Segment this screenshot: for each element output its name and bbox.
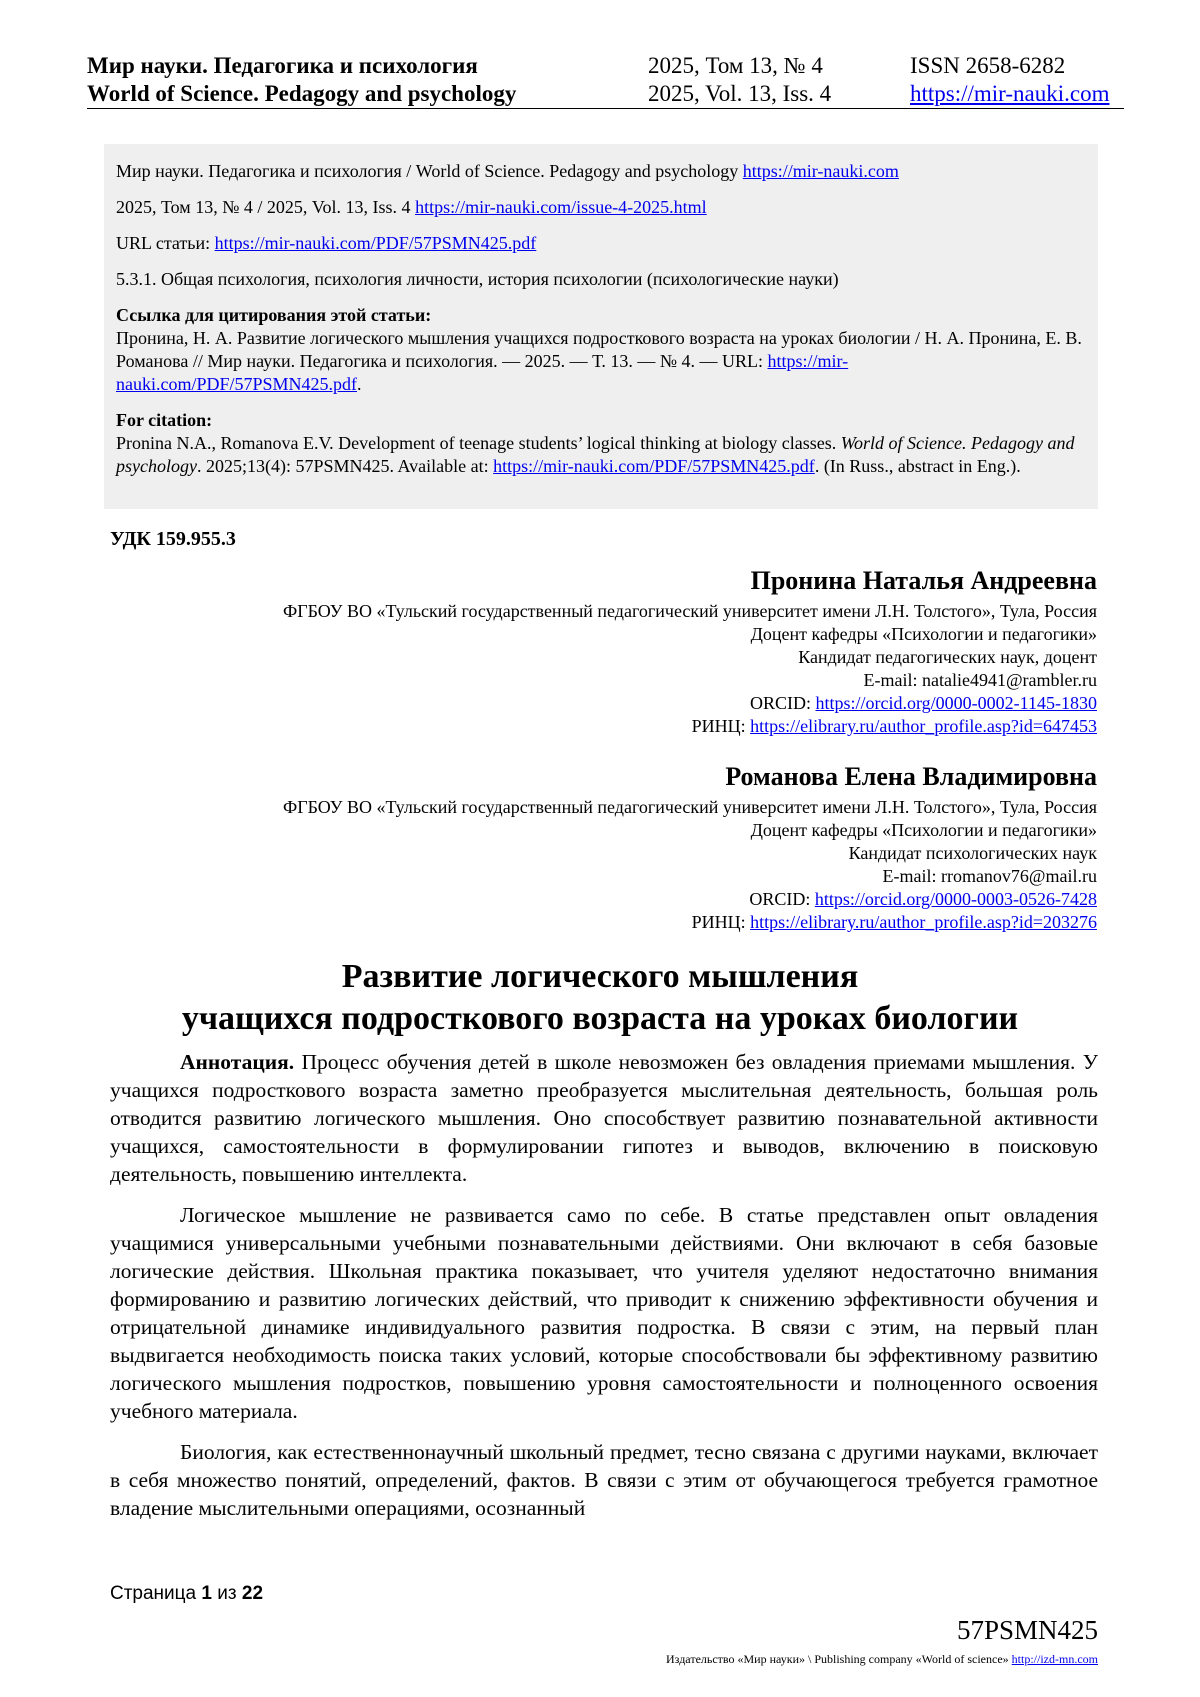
- author-rinc: РИНЦ: https://elibrary.ru/author_profile.asp?id=203276: [691, 912, 1097, 932]
- author-orcid: ORCID: https://orcid.org/0000-0002-1145-1830: [750, 693, 1097, 713]
- rinc-link[interactable]: https://elibrary.ru/author_profile.asp?id=203276: [750, 912, 1097, 932]
- publisher-link[interactable]: http://izd-mn.com: [1011, 1652, 1098, 1666]
- publisher-line: Издательство «Мир науки» \ Publishing company «World of science» http://izd-mn.com: [666, 1652, 1098, 1666]
- article-pdf-link[interactable]: https://mir-nauki.com/PDF/57PSMN425.pdf: [214, 233, 537, 253]
- info-specialty: 5.3.1. Общая психология, психология личности, история психологии (психологические науки): [116, 269, 839, 289]
- citation-en-link[interactable]: https://mir-nauki.com/PDF/57PSMN425.pdf: [493, 456, 815, 476]
- citation-en: Pronina N.A., Romanova E.V. Development of teenage students’ logical thinking at biology classes. World of Science. Pedagogy and psychology. 2025;13(4): 57PSMN425. Available at: https://mir-nauki.com/PDF/57PSMN425.pdf. (In Russ., abstract in Eng.).: [116, 433, 1075, 476]
- issue-ru: 2025, Том 13, № 4: [648, 53, 823, 78]
- site-link[interactable]: https://mir-nauki.com: [910, 81, 1110, 106]
- journal-link[interactable]: https://mir-nauki.com: [742, 161, 899, 181]
- article-title: [100, 956, 1100, 1040]
- journal-header: [87, 52, 1124, 109]
- author-orcid: ORCID: https://orcid.org/0000-0003-0526-7428: [749, 889, 1097, 909]
- orcid-link[interactable]: https://orcid.org/0000-0003-0526-7428: [814, 889, 1097, 909]
- orcid-link[interactable]: https://orcid.org/0000-0002-1145-1830: [815, 693, 1097, 713]
- journal-title-en: World of Science. Pedagogy and psychology: [87, 81, 517, 106]
- author-degree: Кандидат педагогических наук, доцент: [798, 647, 1097, 667]
- citation-ru-link[interactable]: https://mir-nauki.com/PDF/57PSMN425.pdf: [116, 351, 849, 394]
- abstract-paragraph-1: Аннотация. Процесс обучения детей в школе невозможен без овладения приемами мышления. У учащихся подросткового возраста заметно преобразуется мыслительная деятельность, большая роль отводится развитию логического мышления. Оно способствует развитию познавательной активности учащихся, самостоятельности в формулировании гипотез и выводов, включению в поисковую деятельность, повышению интеллекта.: [110, 1050, 1098, 1186]
- author-name: Романова Елена Владимировна: [725, 762, 1097, 791]
- abstract: [110, 1048, 1098, 1535]
- udk-code: УДК 159.955.3: [110, 528, 236, 550]
- author-block: [283, 564, 1097, 738]
- citation-ru-label: Ссылка для цитирования этой статьи:: [116, 305, 432, 325]
- author-position: Доцент кафедры «Психологии и педагогики»: [750, 820, 1097, 840]
- citation-ru: Пронина, Н. А. Развитие логического мышления учащихся подросткового возраста на уроках биологии / Н. А. Пронина, Е. В. Романова // Мир науки. Педагогика и психология. — 2025. — Т. 13. — № 4. — URL: https://mir-nauki.com/PDF/57PSMN425.pdf.: [116, 328, 1082, 394]
- info-issue-line: 2025, Том 13, № 4 / 2025, Vol. 13, Iss. 4 https://mir-nauki.com/issue-4-2025.html: [116, 197, 707, 217]
- author-degree: Кандидат психологических наук: [848, 843, 1097, 863]
- info-url-line: URL статьи: https://mir-nauki.com/PDF/57PSMN425.pdf: [116, 233, 537, 253]
- author-affiliation: ФГБОУ ВО «Тульский государственный педагогический университет имени Л.Н. Толстого», Тула, Россия: [282, 797, 1097, 817]
- article-code: 57PSMN425: [956, 1615, 1098, 1645]
- journal-title-ru: Мир науки. Педагогика и психология: [87, 53, 478, 78]
- abstract-label: Аннотация.: [180, 1050, 295, 1074]
- info-journal-line: Мир науки. Педагогика и психология / World of Science. Pedagogy and psychology https://mir-nauki.com: [116, 161, 899, 181]
- article-info-box: [104, 144, 1098, 509]
- title-line-2: учащихся подросткового возраста на уроках биологии: [181, 1000, 1019, 1037]
- abstract-paragraph-2: Логическое мышление не развивается само по себе. В статье представлен опыт овладения учащимися универсальными учебными познавательными действиями. Они включают в себя базовые логические действия. Школьная практика показывает, что учителя уделяют недостаточно внимания формированию и развитию логических действий, что приводит к снижению эффективности обучения и отрицательной динамике индивидуального развития подростка. В связи с этим, на первый план выдвигается необходимость поиска таких условий, которые способствовали бы эффективному развитию логического мышления подростков, повышению уровня самостоятельности и полноценного освоения учебного материала.: [110, 1203, 1098, 1423]
- citation-en-label: For citation:: [116, 410, 213, 430]
- abstract-paragraph-3: Биология, как естественнонаучный школьный предмет, тесно связана с другими науками, включает в себя множество понятий, определений, фактов. В связи с этим от обучающегося требуется грамотное владение мыслительными операциями, осознанный: [110, 1440, 1098, 1520]
- page-number: Страница 1 из 22: [110, 1583, 264, 1604]
- issue-en: 2025, Vol. 13, Iss. 4: [648, 81, 832, 106]
- author-email: E-mail: rromanov76@mail.ru: [882, 866, 1097, 886]
- author-position: Доцент кафедры «Психологии и педагогики»: [750, 624, 1097, 644]
- rinc-link[interactable]: https://elibrary.ru/author_profile.asp?id=647453: [750, 716, 1097, 736]
- title-line-1: Развитие логического мышления: [341, 958, 859, 995]
- author-block: [283, 760, 1097, 934]
- author-email: E-mail: natalie4941@rambler.ru: [863, 670, 1097, 690]
- author-affiliation: ФГБОУ ВО «Тульский государственный педагогический университет имени Л.Н. Толстого», Тула, Россия: [282, 601, 1097, 621]
- issn: ISSN 2658-6282: [910, 53, 1066, 78]
- issue-link[interactable]: https://mir-nauki.com/issue-4-2025.html: [415, 197, 707, 217]
- author-name: Пронина Наталья Андреевна: [750, 566, 1097, 595]
- author-rinc: РИНЦ: https://elibrary.ru/author_profile.asp?id=647453: [691, 716, 1097, 736]
